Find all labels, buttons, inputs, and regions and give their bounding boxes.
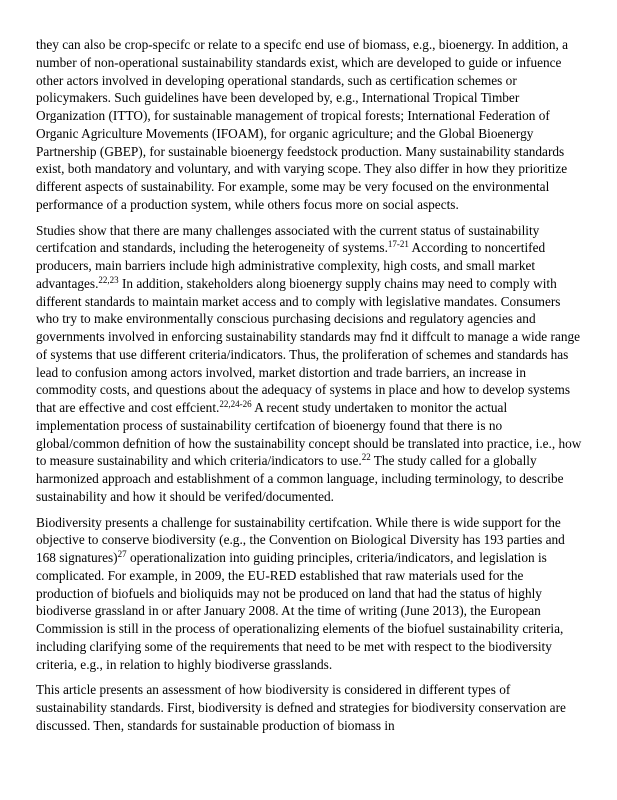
text-segment: The study called for a globally harmonized approach and establishment of a common language, including terminology, to describe sustainability and how it should be verifed/documented. [36, 453, 564, 504]
text-segment: A recent study undertaken to monitor the actual implementation process of sustainability certifcation of bioenergy found that there is no global/common defnition of how the sustainability concept should be translated into practice, i.e., how to measure sustainability and which criteria/indicators to use. [36, 400, 582, 469]
text-segment: they can also be crop-specifc or relate to a specifc end use of biomass, e.g., bioenergy. In addition, a number of non-operational sustainability standards exist, which are developed to guide or infuence other actors involved in developing operational standards, such as certification schemes or policymakers. Such guidelines have been developed by, e.g., International Tropical Timber Organization (ITTO), for sustainable management of tropical forests; International Federation of Organic Agriculture Movements (IFOAM), for organic agriculture; and the Global Bioenergy Partnership (GBEP), for sustainable bioenergy feedstock production. Many sustainability standards exist, both mandatory and voluntary, and with varying scope. They also differ in how they prioritize different aspects of sustainability. For example, some may be very focused on the environmental performance of a production system, while others focus more on social aspects. [36, 37, 569, 212]
citation-ref: 22,24-26 [219, 399, 252, 409]
citation-ref: 22,23 [98, 274, 119, 285]
citation-ref: 27 [117, 549, 127, 559]
citation-ref: 22 [361, 452, 371, 463]
text-segment: Studies show that there are many challenges associated with the current status of sustainability certifcation and standards, including the heterogeneity of systems. [36, 222, 540, 256]
citation-ref: 17-21 [387, 239, 409, 250]
paragraph-sustainability-standards [36, 36, 584, 214]
text-segment: This article presents an assessment of how biodiversity is considered in different types of sustainability standards. First, biodiversity is defned and strategies for biodiversity conservation are discussed. Then, standards for sustainable production of biomass in [36, 682, 566, 733]
text-segment: operationalization into guiding principles, criteria/indicators, and legislation is complicated. For example, in 2009, the EU-RED established that raw materials used for the production of biofuels and bioliquids may not be produced on land that had the status of highly biodiverse grassland in or after January 2008. At the time of writing (June 2013), the European Commission is still in the process of operationalizing elements of the biofuel sustainability criteria, including clarifying some of the requirements that need to be met with respect to the biodiversity criteria, e.g., in relation to highly biodiverse grasslands. [36, 550, 564, 672]
paragraph-article-overview [36, 681, 584, 734]
paragraph-biodiversity-challenge [36, 514, 584, 674]
paragraph-certification-challenges [36, 222, 584, 506]
text-segment: Biodiversity presents a challenge for sustainability certifcation. While there is wide support for the objective to conserve biodiversity (e.g., the Convention on Biological Diversity has 193 parties and 168 signatures) [36, 514, 565, 565]
document-body [36, 36, 584, 743]
text-segment: According to noncertifed producers, main barriers include high administrative complexity, high costs, and small market advantages. [36, 240, 546, 291]
text-segment: In addition, stakeholders along bioenergy supply chains may need to comply with different standards to maintain market access and to comply with legislative mandates. Consumers who try to make environmentally conscious purchasing decisions and regulatory agencies and governments involved in enforcing sustainability standards may fnd it diffcult to manage a wide range of systems that use different criteria/indicators. Thus, the proliferation of schemes and standards has lead to confusion among actors involved, market distortion and trade barriers, an increase in commodity costs, and questions about the adequacy of systems in place and how to develop systems that are effective and cost effcient. [36, 275, 581, 415]
